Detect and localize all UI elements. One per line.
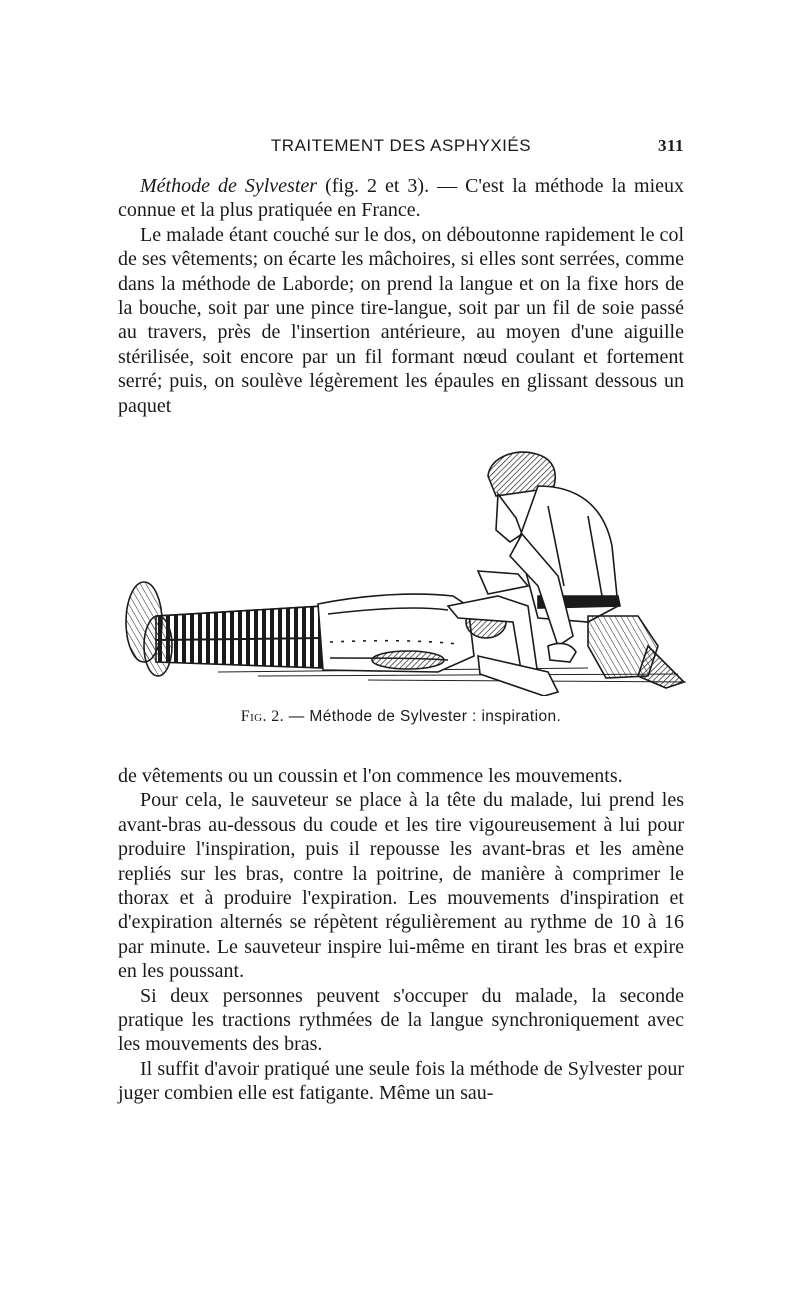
- page-number: 311: [657, 136, 684, 155]
- paragraph-method-intro: [118, 174, 684, 223]
- sylvester-inspiration-engraving: [118, 446, 688, 696]
- figure-label: Fig. 2.: [240, 708, 285, 725]
- text-block-bottom: [118, 764, 684, 1106]
- method-intro-text: (fig. 2 et 3). — C'est la méthode la mieux connue et la plus pratiquée en France.: [118, 175, 684, 222]
- paragraph-fatigue: Il suffit d'avoir pratiqué une seule fois la méthode de Sylvester pour juger combien elle est fatigante. Même un sau-: [118, 1057, 684, 1105]
- method-name-italic: Méthode de Sylvester: [140, 175, 318, 197]
- running-head: [118, 136, 684, 162]
- figure-illustration: [118, 446, 688, 696]
- paragraph-continuation: de vêtements ou un coussin et l'on commence les mouvements.: [118, 765, 623, 787]
- figure-caption: [118, 708, 684, 726]
- paragraph-two-persons: Si deux personnes peuvent s'occuper du malade, la seconde pratique les tractions rythmées de la langue synchroniquement avec les mouvements des bras.: [118, 984, 684, 1056]
- paragraph-technique: Pour cela, le sauveteur se place à la tête du malade, lui prend les avant-bras au-dessous du coude et les tire vigoureusement à lui pour produire l'inspiration, puis il repousse les avant-bras et les amène repliés sur les bras, contre la poitrine, de manière à comprimer le thorax et à produire l'expiration. Les mouvements d'inspiration et d'expiration alternés se répètent régulièrement au rythme de 10 à 16 par minute. Le sauveteur inspire lui-même en tirant les bras et expire en les poussant.: [118, 789, 684, 983]
- rescuer-figure: [478, 452, 684, 688]
- running-head-title: TRAITEMENT DES ASPHYXIÉS: [270, 136, 532, 155]
- text-block-top: [118, 174, 684, 418]
- paragraph-procedure: Le malade étant couché sur le dos, on déboutonne rapidement le col de ses vêtements; on écarte les mâchoires, si elles sont serrées, comme dans la méthode de Laborde; on prend la langue et on la fixe hors de la bouche, soit par une pince tire-langue, soit par un fil de soie passé au travers, près de l'insertion antérieure, au moyen d'une aiguille stérilisée, soit encore par un fil formant nœud coulant et fortement serré; puis, on soulève légèrement les épaules en glissant dessous un paquet: [118, 223, 684, 417]
- patient-figure: [126, 582, 558, 696]
- figure-caption-text: — Méthode de Sylvester : inspiration.: [284, 708, 562, 725]
